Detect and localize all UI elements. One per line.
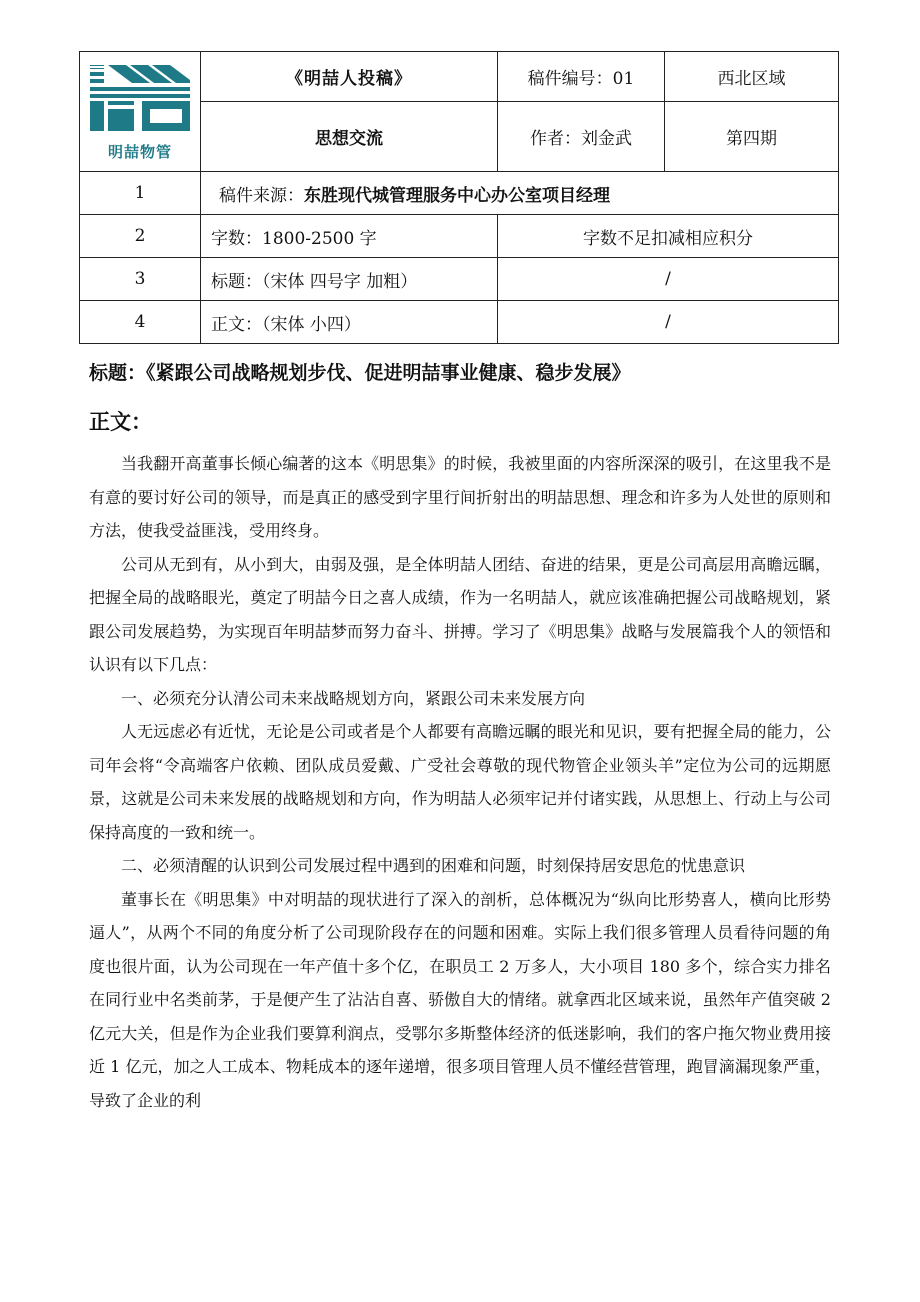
article-title: 标题：《紧跟公司战略规划步伐、促进明喆事业健康、稳步发展》 bbox=[89, 362, 631, 384]
paragraph: 人无远虑必有近忧，无论是公司或者是个人都要有高瞻远瞩的眼光和见识，要有把握全局的能力，公司年会将“令高端客户依赖、团队成员爱戴、广受社会尊敬的现代物管企业领头羊”定位为公司的远期愿景，这就是公司未来发展的战略规划和方向，作为明喆人必须牢记并付诸实践，从思想上、行动上与公司保持高度的一致和统一。 bbox=[89, 722, 831, 842]
submission-header-table bbox=[79, 51, 839, 344]
table-row bbox=[80, 172, 839, 215]
body-format: 正文：（宋体 小四） bbox=[201, 301, 498, 344]
row-number: 4 bbox=[80, 301, 201, 344]
table-row bbox=[80, 215, 839, 258]
table-row bbox=[80, 258, 839, 301]
word-count-note: 字数不足扣减相应积分 bbox=[498, 215, 839, 258]
title-format: 标题：（宋体 四号字 加粗） bbox=[201, 258, 498, 301]
logo-mark-icon bbox=[90, 65, 190, 137]
source-value: 东胜现代城管理服务中心办公室项目经理 bbox=[304, 185, 610, 206]
word-count: 字数：1800-2500 字 bbox=[201, 215, 498, 258]
region: 西北区域 bbox=[665, 52, 839, 102]
body-section-label: 正文： bbox=[89, 409, 152, 434]
title-format-note: / bbox=[498, 258, 839, 301]
author: 作者：刘金武 bbox=[498, 102, 665, 172]
logo-text: 明喆物管 bbox=[107, 142, 172, 161]
heading-point-two: 二、必须清醒的认识到公司发展过程中遇到的困难和问题，时刻保持居安思危的忧患意识 bbox=[121, 856, 746, 875]
paragraph: 董事长在《明思集》中对明喆的现状进行了深入的剖析，总体概况为“纵向比形势喜人，横向比形势逼人”，从两个不同的角度分析了公司现阶段存在的问题和困难。实际上我们很多管理人员看待问题的角度也很片面，认为公司现在一年产值十多个亿，在职员工 2 万多人，大小项目 180 多个，综合实力排名在同行业中名类前茅，于是便产生了沾沾自喜、骄傲自大的情绪。就拿西北区域来说，虽然年产值突破 2 亿元大关，但是作为企业我们要算利润点，受鄂尔多斯整体经济的低迷影响，我们的客户拖欠物业费用接近 1 亿元，加之人工成本、物耗成本的逐年递增，很多项目管理人员不懂经营管理，跑冒滴漏现象严重，导致了企业的利 bbox=[89, 889, 831, 1110]
row-number: 1 bbox=[80, 172, 201, 215]
source-label: 稿件来源： bbox=[219, 185, 304, 206]
row-number: 2 bbox=[80, 215, 201, 258]
company-logo bbox=[80, 53, 200, 171]
article-body bbox=[89, 447, 831, 1117]
category: 思想交流 bbox=[201, 102, 498, 172]
heading-point-one: 一、必须充分认清公司未来战略规划方向，紧跟公司未来发展方向 bbox=[121, 688, 586, 708]
row-number: 3 bbox=[80, 258, 201, 301]
publication-title: 《明喆人投稿》 bbox=[201, 52, 498, 102]
paragraph: 当我翻开高董事长倾心编著的这本《明思集》的时候，我被里面的内容所深深的吸引，在这里我不是有意的要讨好公司的领导，而是真正的感受到字里行间折射出的明喆思想、理念和许多为人处世的原则和方法，使我受益匪浅，受用终身。 bbox=[89, 454, 831, 540]
body-format-note: / bbox=[498, 301, 839, 344]
manuscript-number: 稿件编号：01 bbox=[498, 52, 665, 102]
issue: 第四期 bbox=[665, 102, 839, 172]
table-row bbox=[80, 301, 839, 344]
source-cell bbox=[201, 172, 839, 215]
paragraph: 公司从无到有，从小到大，由弱及强，是全体明喆人团结、奋进的结果，更是公司高层用高瞻远瞩，把握全局的战略眼光，奠定了明喆今日之喜人成绩，作为一名明喆人，就应该准确把握公司战略规划，紧跟公司发展趋势，为实现百年明喆梦而努力奋斗、拼搏。学习了《明思集》战略与发展篇我个人的领悟和认识有以下几点： bbox=[89, 554, 831, 674]
logo-cell bbox=[80, 52, 201, 172]
